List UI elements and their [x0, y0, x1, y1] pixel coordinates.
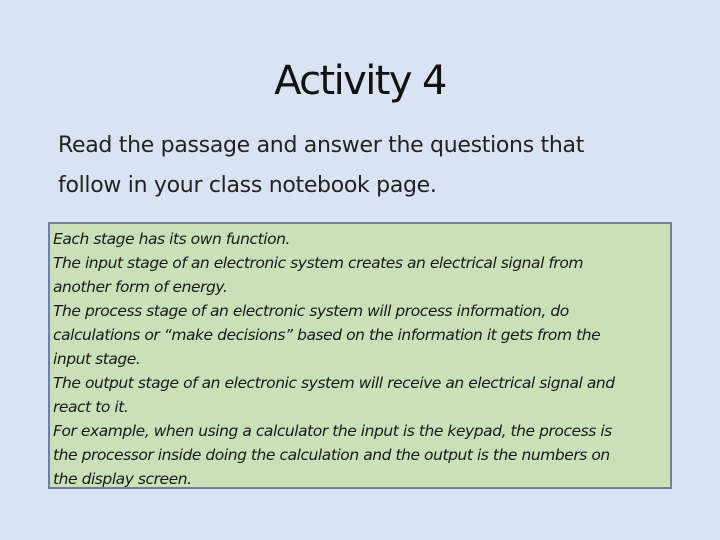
passage-line: react to it. [53, 398, 129, 416]
passage-line: the display screen. [53, 470, 192, 488]
passage-line: calculations or “make decisions” based on the information it gets from the [53, 326, 601, 344]
passage-line: the processor inside doing the calculation and the output is the numbers on [53, 446, 610, 464]
instructions-line-2: follow in your class notebook page. [58, 173, 437, 198]
passage-line: For example, when using a calculator the input is the keypad, the process is [53, 422, 612, 440]
passage-box [48, 222, 672, 489]
instructions [58, 126, 698, 206]
passage-line: The process stage of an electronic system will process information, do [53, 302, 569, 320]
passage-line: another form of energy. [53, 278, 228, 296]
slide-title: Activity 4 [274, 58, 446, 104]
passage-line: The input stage of an electronic system creates an electrical signal from [53, 254, 584, 272]
passage-line: input stage. [53, 350, 141, 368]
passage-line: The output stage of an electronic system will receive an electrical signal and [53, 374, 615, 392]
instructions-line-1: Read the passage and answer the questions that [58, 133, 585, 158]
passage-line: Each stage has its own function. [53, 230, 290, 248]
